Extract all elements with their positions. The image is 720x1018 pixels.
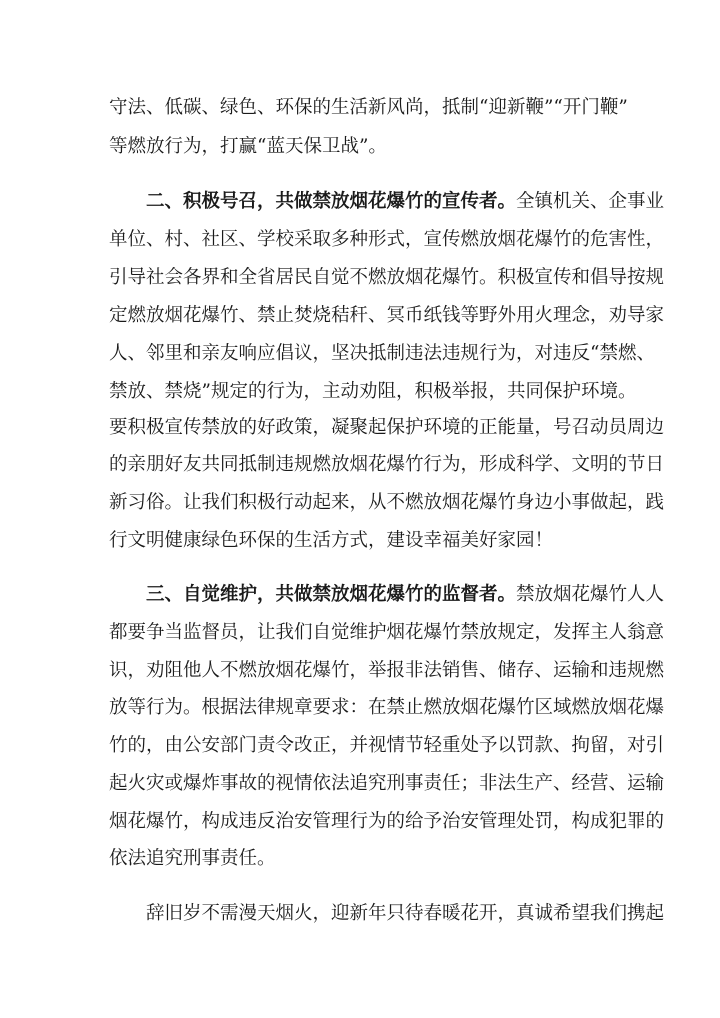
paragraph-text: 禁放烟花爆竹人人 <box>516 584 665 605</box>
paragraph-line: 起火灾或爆炸事故的视情依法追究刑事责任；非法生产、经营、运输 <box>109 773 665 794</box>
paragraph-line: 人、邻里和亲友响应倡议，坚决抵制违法违规行为，对违反“禁燃、 <box>109 343 655 364</box>
paragraph-line: 禁放、禁烧”规定的行为，主动劝阻，积极举报，共同保护环境。 <box>109 381 637 402</box>
paragraph-first-line <box>146 186 665 218</box>
paragraph-line: 竹的，由公安部门责令改正，并视情节轻重处予以罚款、拘留，对引 <box>109 735 665 756</box>
paragraph-line: 放等行为。根据法律规章要求：在禁止燃放烟花爆竹区域燃放烟花爆 <box>109 697 665 718</box>
paragraph-first-line <box>146 579 665 611</box>
paragraph-line: 都要争当监督员，让我们自觉维护烟花爆竹禁放规定，发挥主人翁意 <box>109 622 665 643</box>
paragraph-line: 新习俗。让我们积极行动起来，从不燃放烟花爆竹身边小事做起，践 <box>109 492 665 513</box>
paragraph-line: 行文明健康绿色环保的生活方式，建设幸福美好家园！ <box>109 530 554 551</box>
section-heading: 二、积极号召，共做禁放烟花爆竹的宣传者。 <box>146 191 517 212</box>
paragraph-line: 守法、低碳、绿色、环保的生活新风尚，抵制“迎新鞭”“开门鞭” <box>109 97 628 118</box>
paragraph-line: 依法追究刑事责任。 <box>109 848 276 869</box>
paragraph-line: 要积极宣传禁放的好政策，凝聚起保护环境的正能量，号召动员周边 <box>109 417 665 438</box>
paragraph-line: 单位、村、社区、学校采取多种形式，宣传燃放烟花爆竹的危害性， <box>109 229 665 250</box>
paragraph-line: 定燃放烟花爆竹、禁止焚烧秸秆、冥币纸钱等野外用火理念，劝导家 <box>109 305 665 326</box>
paragraph-first-line: 辞旧岁不需漫天烟火，迎新年只待春暖花开，真诚希望我们携起 <box>146 903 665 924</box>
section-heading: 三、自觉维护，共做禁放烟花爆竹的监督者。 <box>146 584 517 605</box>
paragraph-text: 全镇机关、企事业 <box>516 191 665 212</box>
paragraph-line: 的亲朋好友共同抵制违规燃放烟花爆竹行为，形成科学、文明的节日 <box>109 454 665 475</box>
paragraph-line: 识，劝阻他人不燃放烟花爆竹，举报非法销售、储存、运输和违规燃 <box>109 660 665 681</box>
paragraph-line: 等燃放行为，打赢“蓝天保卫战”。 <box>109 136 387 157</box>
paragraph-line: 烟花爆竹，构成违反治安管理行为的给予治安管理处罚，构成犯罪的 <box>109 811 665 832</box>
paragraph-line: 引导社会各界和全省居民自觉不燃放烟花爆竹。积极宣传和倡导按规 <box>109 267 665 288</box>
